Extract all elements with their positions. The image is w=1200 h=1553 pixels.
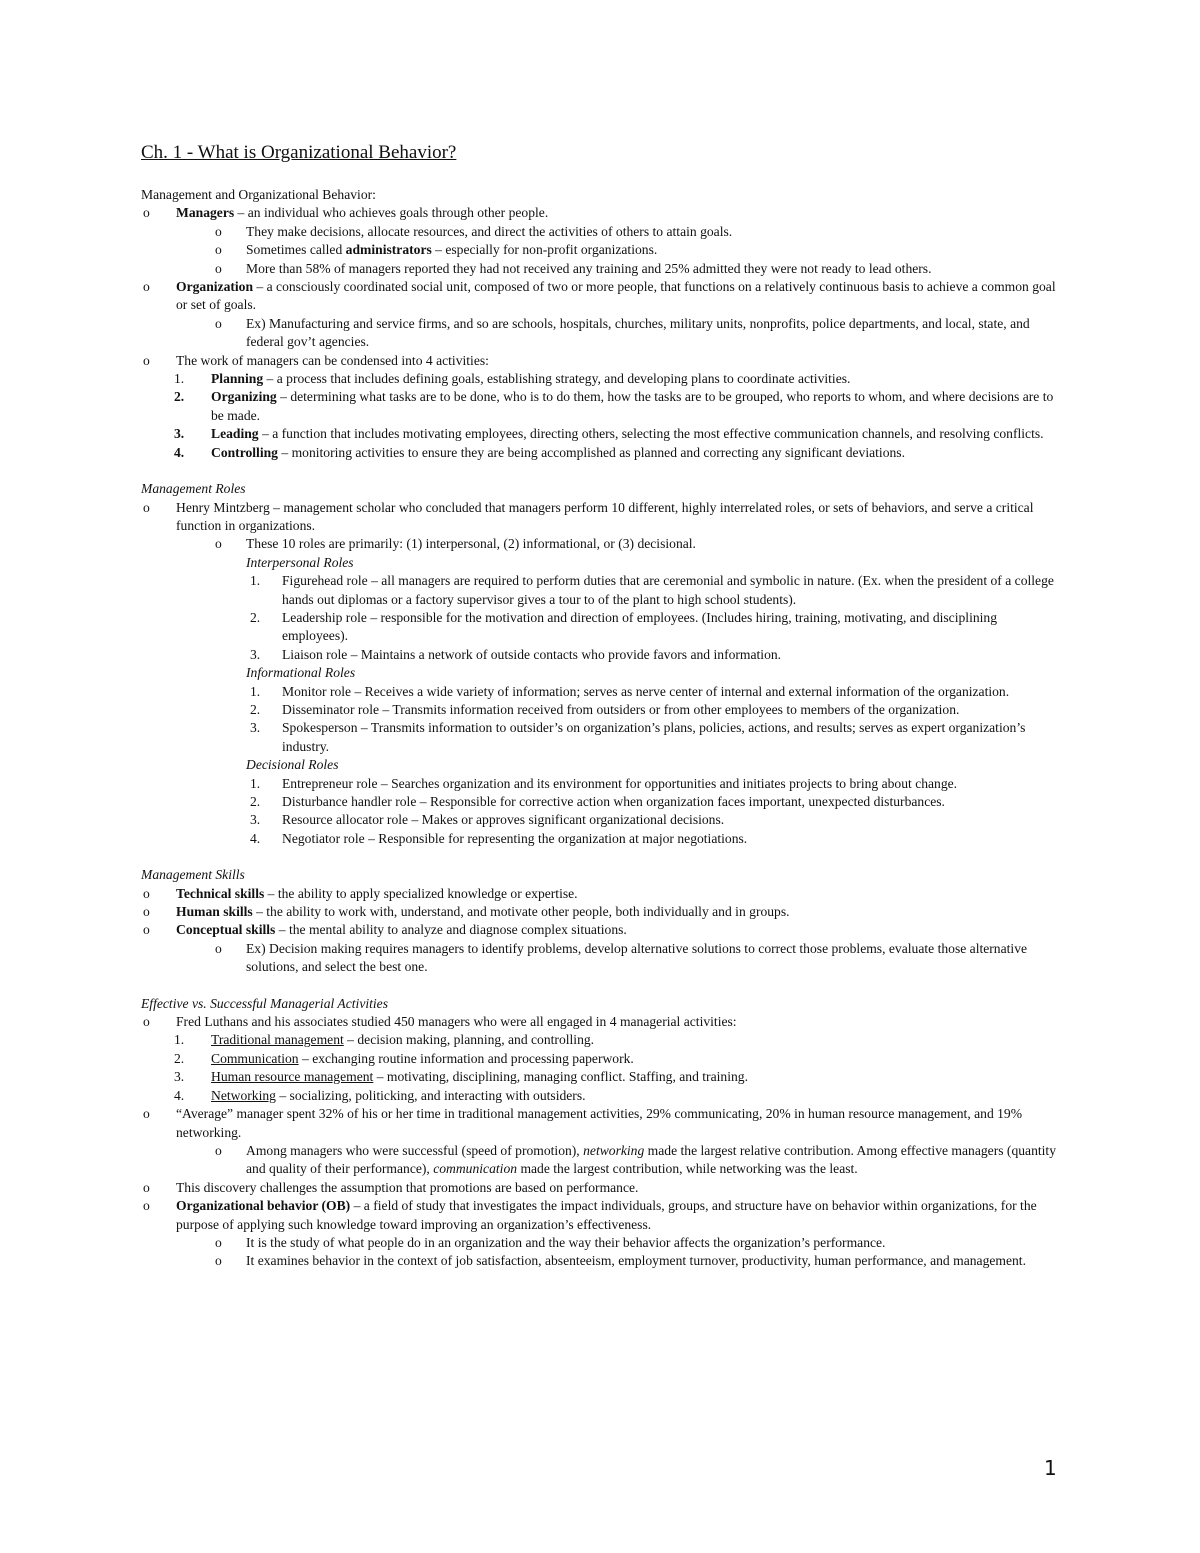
list-item-text: Resource allocator role – Makes or approves significant organizational decisions. [282, 812, 725, 828]
list-item [141, 260, 1061, 278]
bullet-technical-skills [141, 885, 1061, 903]
page-body [141, 186, 1061, 1271]
numbered-item [141, 425, 1061, 443]
list-item-text: “Average” manager spent 32% of his or her time in traditional management activities, 29% communicating, 20% in human resource management, and 19% networking. [176, 1106, 1023, 1140]
circle-bullet-icon: o [215, 315, 222, 331]
list-item-text: – especially for non-profit organizations. [431, 242, 658, 258]
item-number: 3. [250, 646, 261, 662]
list-item-text: The work of managers can be condensed into 4 activities: [176, 352, 489, 368]
list-item-text: It is the study of what people do in an organization and the way their behavior affects the organization’s performance. [246, 1234, 886, 1250]
term-conceptual-skills: Conceptual skills [176, 922, 276, 938]
numbered-item [141, 683, 1061, 701]
circle-bullet-icon: o [143, 1179, 150, 1195]
list-item-text: They make decisions, allocate resources, and direct the activities of others to attain goals. [246, 223, 733, 239]
item-number: 2. [174, 1050, 185, 1066]
circle-bullet-icon: o [215, 242, 222, 258]
item-number: 1. [250, 683, 261, 699]
list-item-text: Liaison role – Maintains a network of outside contacts who provide favors and information. [282, 646, 782, 662]
item-number: 3. [250, 812, 261, 828]
circle-bullet-icon: o [143, 885, 150, 901]
item-number: 2. [250, 701, 261, 717]
subheading-decisional-roles: Decisional Roles [246, 757, 339, 773]
list-item-text: Negotiator role – Responsible for representing the organization at major negotiations. [282, 830, 748, 846]
list-item-text: This discovery challenges the assumption that promotions are based on performance. [176, 1179, 639, 1195]
list-item-text: Disturbance handler role – Responsible for corrective action when organization faces important, unexpected disturbances. [282, 794, 945, 809]
circle-bullet-icon: o [143, 1106, 150, 1122]
definition-text: – monitoring activities to ensure they are being accomplished as planned and correcting any significant deviations. [277, 444, 905, 460]
subheading-interpersonal-roles: Interpersonal Roles [246, 554, 354, 570]
list-item-text: More than 58% of managers reported they had not received any training and 25% admitted they were not ready to lead others. [246, 260, 932, 276]
bullet-average-manager [141, 1105, 1061, 1142]
definition-text: – a function that includes motivating employees, directing others, selecting the most effective communication channels, and resolving conflicts. [258, 426, 1044, 442]
bullet-conceptual-skills [141, 921, 1061, 939]
list-item [141, 1142, 1061, 1179]
numbered-item [141, 811, 1061, 829]
circle-bullet-icon: o [143, 1014, 150, 1030]
item-number: 4. [174, 1087, 185, 1103]
definition-text: – a process that includes defining goals, establishing strategy, and developing plans to coordinate activities. [263, 371, 851, 387]
list-item-text: Ex) Decision making requires managers to identify problems, develop alternative solutions to correct those problems, evaluate those alternative solutions, and select the best one. [246, 940, 1028, 975]
page-title: Ch. 1 - What is Organizational Behavior? [141, 142, 457, 163]
numbered-item [141, 719, 1061, 756]
section-heading-management-roles: Management Roles [141, 481, 246, 497]
definition-text: – the mental ability to analyze and diagnose complex situations. [275, 922, 627, 938]
list-item-text: Spokesperson – Transmits information to outsider’s on organization’s plans, policies, actions, and results; serves as expert organization’s industry. [282, 720, 1026, 754]
definition-text: – a consciously coordinated social unit, composed of two or more people, that functions on a relatively continuous basis to achieve a common goal or set of goals. [176, 279, 1056, 313]
list-item-text: made the largest contribution, while networking was the least. [517, 1161, 858, 1177]
item-number: 2. [250, 609, 261, 625]
list-item-text: Henry Mintzberg – management scholar who concluded that managers perform 10 different, highly interrelated roles, or sets of behaviors, and serve a critical function in organizations. [176, 499, 1034, 533]
numbered-item [141, 370, 1061, 388]
bullet-organizational-behavior [141, 1197, 1061, 1234]
term-human-resource-management: Human resource management [211, 1069, 374, 1085]
definition-text: – a field of study that investigates the impact individuals, groups, and structure have on behavior within organizations, for the purpose of applying such knowledge toward improving an organization’s effectiveness. [176, 1198, 1037, 1232]
definition-text: – the ability to work with, understand, and motivate other people, both individually and in groups. [252, 904, 790, 920]
numbered-item [141, 1068, 1061, 1086]
list-item-text: made the largest relative contribution. Among effective managers (quantity and quality of their performance), [246, 1142, 1056, 1177]
numbered-item [141, 1087, 1061, 1105]
list-item-text: Monitor role – Receives a wide variety of information; serves as nerve center of internal and external information of the organization. [282, 683, 1010, 699]
list-item-text: Figurehead role – all managers are required to perform duties that are ceremonial and symbolic in nature. (Ex. when the president of a college hands out diplomas or a factory supervisor gives a tour to of the plant to high school students). [282, 573, 1054, 607]
list-item [141, 1252, 1061, 1270]
term-networking: Networking [211, 1087, 276, 1103]
definition-text: – decision making, planning, and controlling. [343, 1032, 595, 1048]
numbered-item [141, 646, 1061, 664]
list-item [141, 315, 1061, 352]
circle-bullet-icon: o [143, 904, 150, 920]
list-item-text: These 10 roles are primarily: (1) interpersonal, (2) informational, or (3) decisional. [246, 536, 696, 552]
definition-text: – socializing, politicking, and interacting with outsiders. [275, 1087, 586, 1103]
numbered-item [141, 775, 1061, 793]
circle-bullet-icon: o [143, 279, 150, 295]
circle-bullet-icon: o [215, 1253, 222, 1269]
list-item [141, 241, 1061, 259]
list-item [141, 223, 1061, 241]
item-number: 1. [174, 1032, 185, 1048]
bullet-mintzberg [141, 499, 1061, 536]
definition-text: – exchanging routine information and processing paperwork. [298, 1050, 634, 1066]
numbered-item [141, 572, 1061, 609]
bullet-managers [141, 204, 1061, 222]
item-number: 3. [174, 1069, 185, 1085]
list-item [141, 535, 1061, 553]
term-planning: Planning [211, 371, 264, 387]
numbered-item [141, 830, 1061, 848]
bullet-human-skills [141, 903, 1061, 921]
term-administrators: administrators [345, 242, 432, 258]
list-item-text: Entrepreneur role – Searches organization and its environment for opportunities and initiates projects to bring about change. [282, 775, 958, 791]
section-heading-effective-vs-successful: Effective vs. Successful Managerial Activities [141, 995, 389, 1011]
circle-bullet-icon: o [215, 1234, 222, 1250]
bullet-organization [141, 278, 1061, 315]
list-item-text: Leadership role – responsible for the motivation and direction of employees. (Includes hiring, training, motivating, and disciplining employees). [282, 609, 998, 644]
item-number: 3. [250, 720, 261, 736]
definition-text: – an individual who achieves goals through other people. [234, 205, 549, 221]
numbered-item [141, 609, 1061, 646]
definition-text: – the ability to apply specialized knowledge or expertise. [264, 885, 578, 901]
term-networking-italic: networking [583, 1142, 645, 1158]
term-communication: Communication [211, 1050, 299, 1066]
numbered-item [141, 1031, 1061, 1049]
circle-bullet-icon: o [143, 205, 150, 221]
term-controlling: Controlling [211, 444, 278, 460]
list-item [141, 1234, 1061, 1252]
page-number: 1 [1044, 1456, 1057, 1480]
definition-text: – determining what tasks are to be done, who is to do them, how the tasks are to be grouped, who reports to whom, and where decisions are to be made. [211, 389, 1054, 423]
circle-bullet-icon: o [215, 260, 222, 276]
list-item-text: Sometimes called [246, 242, 346, 258]
list-item-text: It examines behavior in the context of job satisfaction, absenteeism, employment turnover, productivity, human performance, and management. [246, 1253, 1026, 1269]
term-organization: Organization [176, 279, 254, 295]
subheading-informational-roles: Informational Roles [246, 665, 356, 681]
item-number: 2. [174, 389, 185, 405]
numbered-item [141, 701, 1061, 719]
item-number: 3. [174, 426, 185, 442]
item-number: 4. [174, 444, 185, 460]
definition-text: – motivating, disciplining, managing conflict. Staffing, and training. [373, 1069, 748, 1085]
term-technical-skills: Technical skills [176, 885, 265, 901]
term-leading: Leading [211, 426, 259, 442]
bullet-discovery [141, 1179, 1061, 1197]
list-item-text: Disseminator role – Transmits information received from outsiders or from other employees to members of the organization. [282, 701, 960, 717]
numbered-item [141, 388, 1061, 425]
item-number: 1. [250, 775, 261, 791]
list-item-text: Ex) Manufacturing and service firms, and so are schools, hospitals, churches, military units, nonprofits, police departments, and local, state, and federal gov’t agencies. [246, 315, 1030, 350]
list-item-text: Fred Luthans and his associates studied 450 managers who were all engaged in 4 managerial activities: [176, 1014, 737, 1030]
intro-heading: Management and Organizational Behavior: [141, 187, 376, 202]
term-traditional-management: Traditional management [211, 1032, 344, 1048]
circle-bullet-icon: o [143, 499, 150, 515]
term-communication-italic: communication [433, 1161, 518, 1177]
item-number: 4. [250, 830, 261, 846]
numbered-item [141, 1050, 1061, 1068]
item-number: 1. [174, 371, 185, 387]
numbered-item [141, 444, 1061, 462]
term-organizational-behavior: Organizational behavior (OB) [176, 1198, 351, 1214]
circle-bullet-icon: o [143, 352, 150, 368]
item-number: 2. [250, 794, 261, 809]
numbered-item [141, 793, 1061, 811]
item-number: 1. [250, 573, 261, 589]
list-item [141, 940, 1061, 977]
circle-bullet-icon: o [143, 1198, 150, 1214]
circle-bullet-icon: o [215, 536, 222, 552]
term-human-skills: Human skills [176, 904, 253, 920]
circle-bullet-icon: o [215, 1142, 222, 1158]
section-heading-management-skills: Management Skills [141, 867, 245, 883]
circle-bullet-icon: o [215, 223, 222, 239]
circle-bullet-icon: o [215, 940, 222, 956]
bullet-luthans [141, 1013, 1061, 1031]
term-managers: Managers [176, 205, 235, 221]
circle-bullet-icon: o [143, 922, 150, 938]
bullet-work-of-managers [141, 352, 1061, 370]
term-organizing: Organizing [211, 389, 277, 405]
list-item-text: Among managers who were successful (speed of promotion), [246, 1142, 584, 1158]
